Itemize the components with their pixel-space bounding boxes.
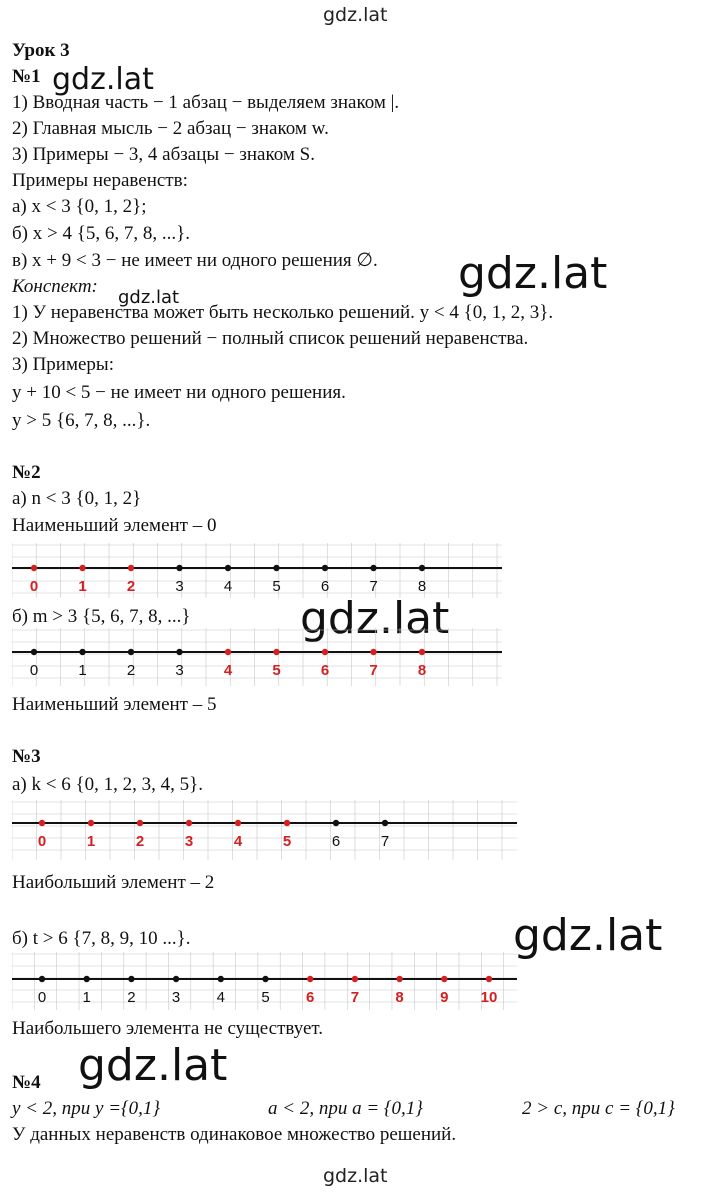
- number-line-svg: [12, 628, 502, 686]
- task4-col3: 2 > c, при c = {0,1}: [522, 1098, 675, 1119]
- task1-line: y > 5 {6, 7, 8, ...}.: [12, 410, 151, 431]
- task4-heading: №4: [12, 1072, 41, 1093]
- tick-label: 2: [135, 833, 145, 850]
- tick-label: 8: [417, 578, 427, 595]
- tick-label: 7: [380, 833, 390, 850]
- number-point: [333, 820, 339, 826]
- tick-label: 4: [233, 833, 243, 850]
- task2-a-note: Наименьший элемент – 0: [12, 515, 217, 536]
- tick-label: 5: [282, 833, 292, 850]
- tick-label: 1: [78, 578, 87, 595]
- number-point: [176, 565, 182, 571]
- number-point: [84, 976, 90, 982]
- tick-label: 7: [350, 989, 360, 1006]
- number-point: [262, 976, 268, 982]
- task4-col2: a < 2, при a = {0,1}: [268, 1098, 423, 1119]
- task3-a-label: а) k < 6 {0, 1, 2, 3, 4, 5}.: [12, 774, 203, 795]
- solution-point: [31, 565, 37, 571]
- number-point: [79, 649, 85, 655]
- task1-line: 1) Вводная часть − 1 абзац − выделяем знаком |.: [12, 92, 400, 113]
- solution-point: [225, 649, 231, 655]
- number-line-task2-a: [12, 543, 502, 598]
- task1-line: в) x + 9 < 3 − не имеет ни одного решения ∅.: [12, 250, 378, 271]
- solution-point: [396, 976, 402, 982]
- number-point: [128, 649, 134, 655]
- watermark-5: gdz.lat: [513, 910, 663, 961]
- solution-point: [486, 976, 492, 982]
- task1-line: Примеры неравенств:: [12, 170, 188, 191]
- tick-label: 6: [320, 578, 330, 595]
- number-point: [128, 976, 134, 982]
- task1-line: y + 10 < 5 − не имеет ни одного решения.: [12, 382, 346, 403]
- tick-label: 0: [37, 989, 47, 1006]
- task1-line: б) x > 4 {5, 6, 7, 8, ...}.: [12, 223, 190, 244]
- task3-a-note: Наибольший элемент – 2: [12, 872, 215, 893]
- task3-b-label: б) t > 6 {7, 8, 9, 10 ...}.: [12, 928, 191, 949]
- watermark-top: gdz.lat: [323, 4, 388, 26]
- tick-label: 8: [417, 662, 427, 679]
- tick-label: 1: [82, 989, 91, 1006]
- task1-line: Конспект:: [12, 276, 98, 297]
- solution-point: [419, 649, 425, 655]
- tick-label: 0: [29, 662, 39, 679]
- lesson-title: Урок 3: [12, 40, 70, 61]
- solution-point: [128, 565, 134, 571]
- number-point: [218, 976, 224, 982]
- number-line-svg: [12, 543, 502, 598]
- solution-point: [284, 820, 290, 826]
- solution-point: [441, 976, 447, 982]
- task1-line: 2) Множество решений − полный список решений неравенства.: [12, 328, 529, 349]
- solution-point: [307, 976, 313, 982]
- tick-label: 2: [126, 578, 136, 595]
- task2-b-note: Наименьший элемент – 5: [12, 694, 217, 715]
- task4-col1: y < 2, при y ={0,1}: [12, 1098, 160, 1119]
- solution-point: [186, 820, 192, 826]
- number-line-svg: [12, 800, 517, 860]
- tick-label: 9: [440, 989, 449, 1006]
- number-point: [39, 976, 45, 982]
- tick-label: 5: [261, 989, 270, 1006]
- solution-point: [79, 565, 85, 571]
- solution-point: [273, 649, 279, 655]
- solution-point: [322, 649, 328, 655]
- task2-a-label: а) n < 3 {0, 1, 2}: [12, 488, 142, 509]
- number-point: [382, 820, 388, 826]
- number-point: [31, 649, 37, 655]
- solution-point: [137, 820, 143, 826]
- watermark-3: gdz.lat: [118, 287, 180, 308]
- tick-label: 6: [320, 662, 330, 679]
- tick-label: 3: [184, 833, 194, 850]
- tick-label: 4: [223, 578, 233, 595]
- tick-label: 3: [175, 578, 184, 595]
- task1-heading: №1: [12, 66, 41, 87]
- tick-label: 0: [37, 833, 47, 850]
- tick-label: 6: [306, 989, 315, 1006]
- task3-heading: №3: [12, 746, 41, 767]
- number-point: [370, 565, 376, 571]
- number-line-task2-b: [12, 628, 502, 686]
- watermark-2: gdz.lat: [458, 248, 608, 299]
- task1-line: 2) Главная мысль − 2 абзац − знаком w.: [12, 118, 329, 139]
- solution-point: [370, 649, 376, 655]
- tick-label: 4: [216, 989, 225, 1006]
- task2-heading: №2: [12, 462, 41, 483]
- number-point: [225, 565, 231, 571]
- tick-label: 3: [171, 989, 181, 1006]
- task4-note: У данных неравенств одинаковое множество решений.: [12, 1124, 457, 1145]
- tick-label: 5: [272, 662, 281, 679]
- number-point: [273, 565, 279, 571]
- watermark-4: gdz.lat: [300, 593, 450, 644]
- watermark-1: gdz.lat: [52, 62, 154, 97]
- tick-label: 3: [175, 662, 184, 679]
- tick-label: 8: [395, 989, 404, 1006]
- number-point: [419, 565, 425, 571]
- task1-line: 1) У неравенства может быть несколько решений. y < 4 {0, 1, 2, 3}.: [12, 302, 554, 323]
- number-line-task3-a: [12, 800, 517, 860]
- tick-label: 4: [223, 662, 233, 679]
- watermark-6: gdz.lat: [78, 1040, 228, 1091]
- solution-point: [39, 820, 45, 826]
- task1-line: 3) Примеры − 3, 4 абзацы − знаком S.: [12, 144, 315, 165]
- number-point: [322, 565, 328, 571]
- solution-point: [352, 976, 358, 982]
- task3-b-note: Наибольшего элемента не существует.: [12, 1018, 324, 1039]
- number-point: [176, 649, 182, 655]
- solution-point: [235, 820, 241, 826]
- number-line-svg: [12, 952, 517, 1010]
- tick-label: 2: [126, 662, 136, 679]
- number-line-task3-b: [12, 952, 517, 1010]
- tick-label: 5: [272, 578, 281, 595]
- solution-point: [88, 820, 94, 826]
- tick-label: 2: [127, 989, 136, 1006]
- watermark-bottom: gdz.lat: [323, 1165, 388, 1187]
- number-point: [173, 976, 179, 982]
- tick-label: 0: [29, 578, 39, 595]
- tick-label: 1: [78, 662, 87, 679]
- tick-label: 1: [86, 833, 96, 850]
- tick-label: 10: [480, 989, 498, 1006]
- tick-label: 6: [331, 833, 341, 850]
- task1-line: а) x < 3 {0, 1, 2};: [12, 196, 147, 217]
- tick-label: 7: [369, 662, 378, 679]
- task2-b-label: б) m > 3 {5, 6, 7, 8, ...}: [12, 606, 191, 627]
- tick-label: 7: [369, 578, 378, 595]
- task1-line: 3) Примеры:: [12, 354, 114, 375]
